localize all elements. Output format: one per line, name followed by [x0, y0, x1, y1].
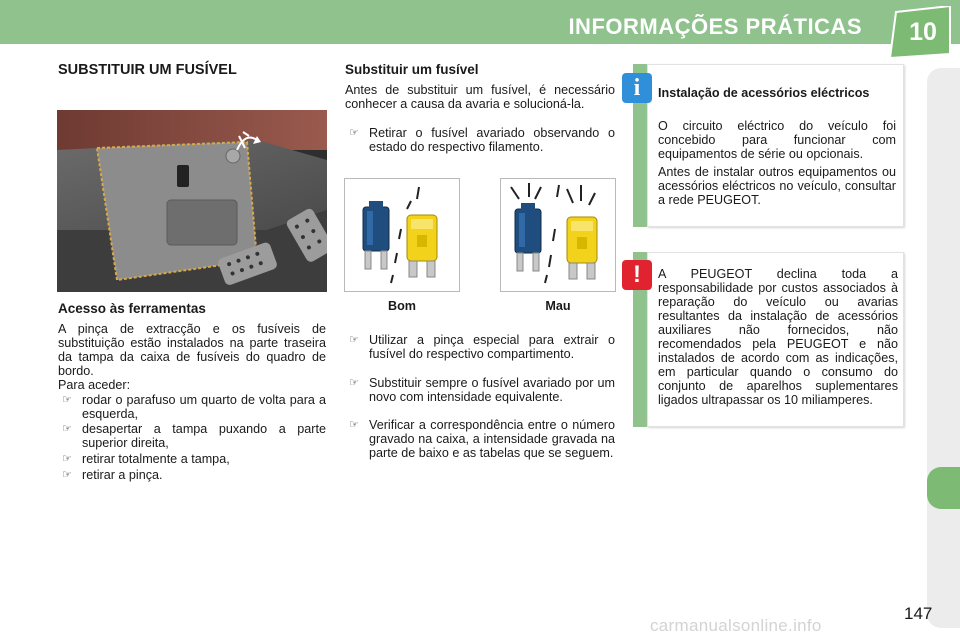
bullet-hand-icon: ☞	[349, 419, 359, 431]
list-item: ☞ Substituir sempre o fusível avariado por um novo com intensidade equivalente.	[349, 376, 615, 404]
page-title: INFORMAÇÕES PRÁTICAS	[568, 14, 862, 39]
info-title: Instalação de acessórios eléctricos	[658, 86, 870, 100]
watermark: carmanualsonline.info	[650, 616, 822, 635]
section-title-replace-a-fuse: Substituir um fusível	[345, 62, 479, 77]
fuse-bad-illustration	[500, 178, 616, 292]
warning-text: A PEUGEOT declina toda a responsabilidade por custos associados à reparação do veículo ou avarias resultantes da instalação de acessórios auxiliares não fornecidos, não recomendados pela PEUGEOT e não instalados de acordo com as indicações, em particular quando o consumo do conjunto de aparelhos suplementares ligados ultrapassar os 10 miliamperes.	[658, 267, 898, 407]
section-title-replace-fuse: SUBSTITUIR UM FUSÍVEL	[58, 62, 237, 78]
list-item: ☞ Retirar o fusível avariado observando o estado do respectivo filamento.	[349, 126, 615, 154]
bullet-hand-icon: ☞	[349, 377, 359, 389]
yellow-fuse-icon	[407, 215, 437, 277]
blue-fuse-icon	[363, 201, 389, 269]
bullet-hand-icon: ☞	[62, 394, 72, 406]
tool-access-intro: A pinça de extracção e os fusíveis de substituição estão instalados na parte traseira da tampa da caixa de fusíveis do quadro de bordo.	[58, 322, 326, 378]
bullet-hand-icon: ☞	[62, 469, 72, 481]
fuse-bad-label: Mau	[545, 299, 571, 313]
info-paragraph-1: O circuito eléctrico do veículo foi concebido para funcionar com equipamentos de série ou opcionais.	[658, 119, 896, 161]
bullet-hand-icon: ☞	[62, 423, 72, 435]
fuse-good-label: Bom	[388, 299, 416, 313]
blue-fuse-icon	[515, 203, 541, 271]
warning-icon: !	[622, 260, 652, 290]
yellow-fuse-icon	[567, 217, 597, 279]
list-item: ☞ Utilizar a pinça especial para extrair o fusível do respectivo compartimento.	[349, 333, 615, 361]
section-title-tool-access: Acesso às ferramentas	[58, 301, 206, 316]
chapter-side-tab-active[interactable]	[927, 467, 960, 509]
warning-panel	[633, 252, 904, 427]
list-item: ☞ rodar o parafuso um quarto de volta para a esquerda,	[62, 393, 326, 421]
fuse-box-photo	[57, 110, 327, 292]
info-panel	[633, 64, 904, 227]
bullet-hand-icon: ☞	[349, 334, 359, 346]
chapter-side-tab[interactable]	[927, 68, 960, 628]
list-item: ☞ Verificar a correspondência entre o número gravado na caixa, a intensidade gravada na parte de baixo e as tabelas que se seguem.	[349, 418, 615, 460]
access-label: Para aceder:	[58, 378, 131, 392]
page-number: 147	[904, 604, 933, 623]
list-item: ☞ retirar a pinça.	[62, 468, 163, 482]
chapter-badge	[890, 6, 956, 58]
bullet-hand-icon: ☞	[349, 127, 359, 139]
list-item: ☞ retirar totalmente a tampa,	[62, 452, 230, 466]
chapter-number: 10	[909, 18, 937, 46]
list-item: ☞ desapertar a tampa puxando a parte superior direita,	[62, 422, 326, 450]
replace-fuse-intro: Antes de substituir um fusível, é necessário conhecer a causa da avaria e solucioná-la.	[345, 83, 615, 111]
fuse-good-illustration	[344, 178, 460, 292]
info-icon: i	[622, 73, 652, 103]
info-paragraph-2: Antes de instalar outros equipamentos ou acessórios eléctricos no veículo, consultar a rede PEUGEOT.	[658, 165, 896, 207]
bullet-hand-icon: ☞	[62, 453, 72, 465]
